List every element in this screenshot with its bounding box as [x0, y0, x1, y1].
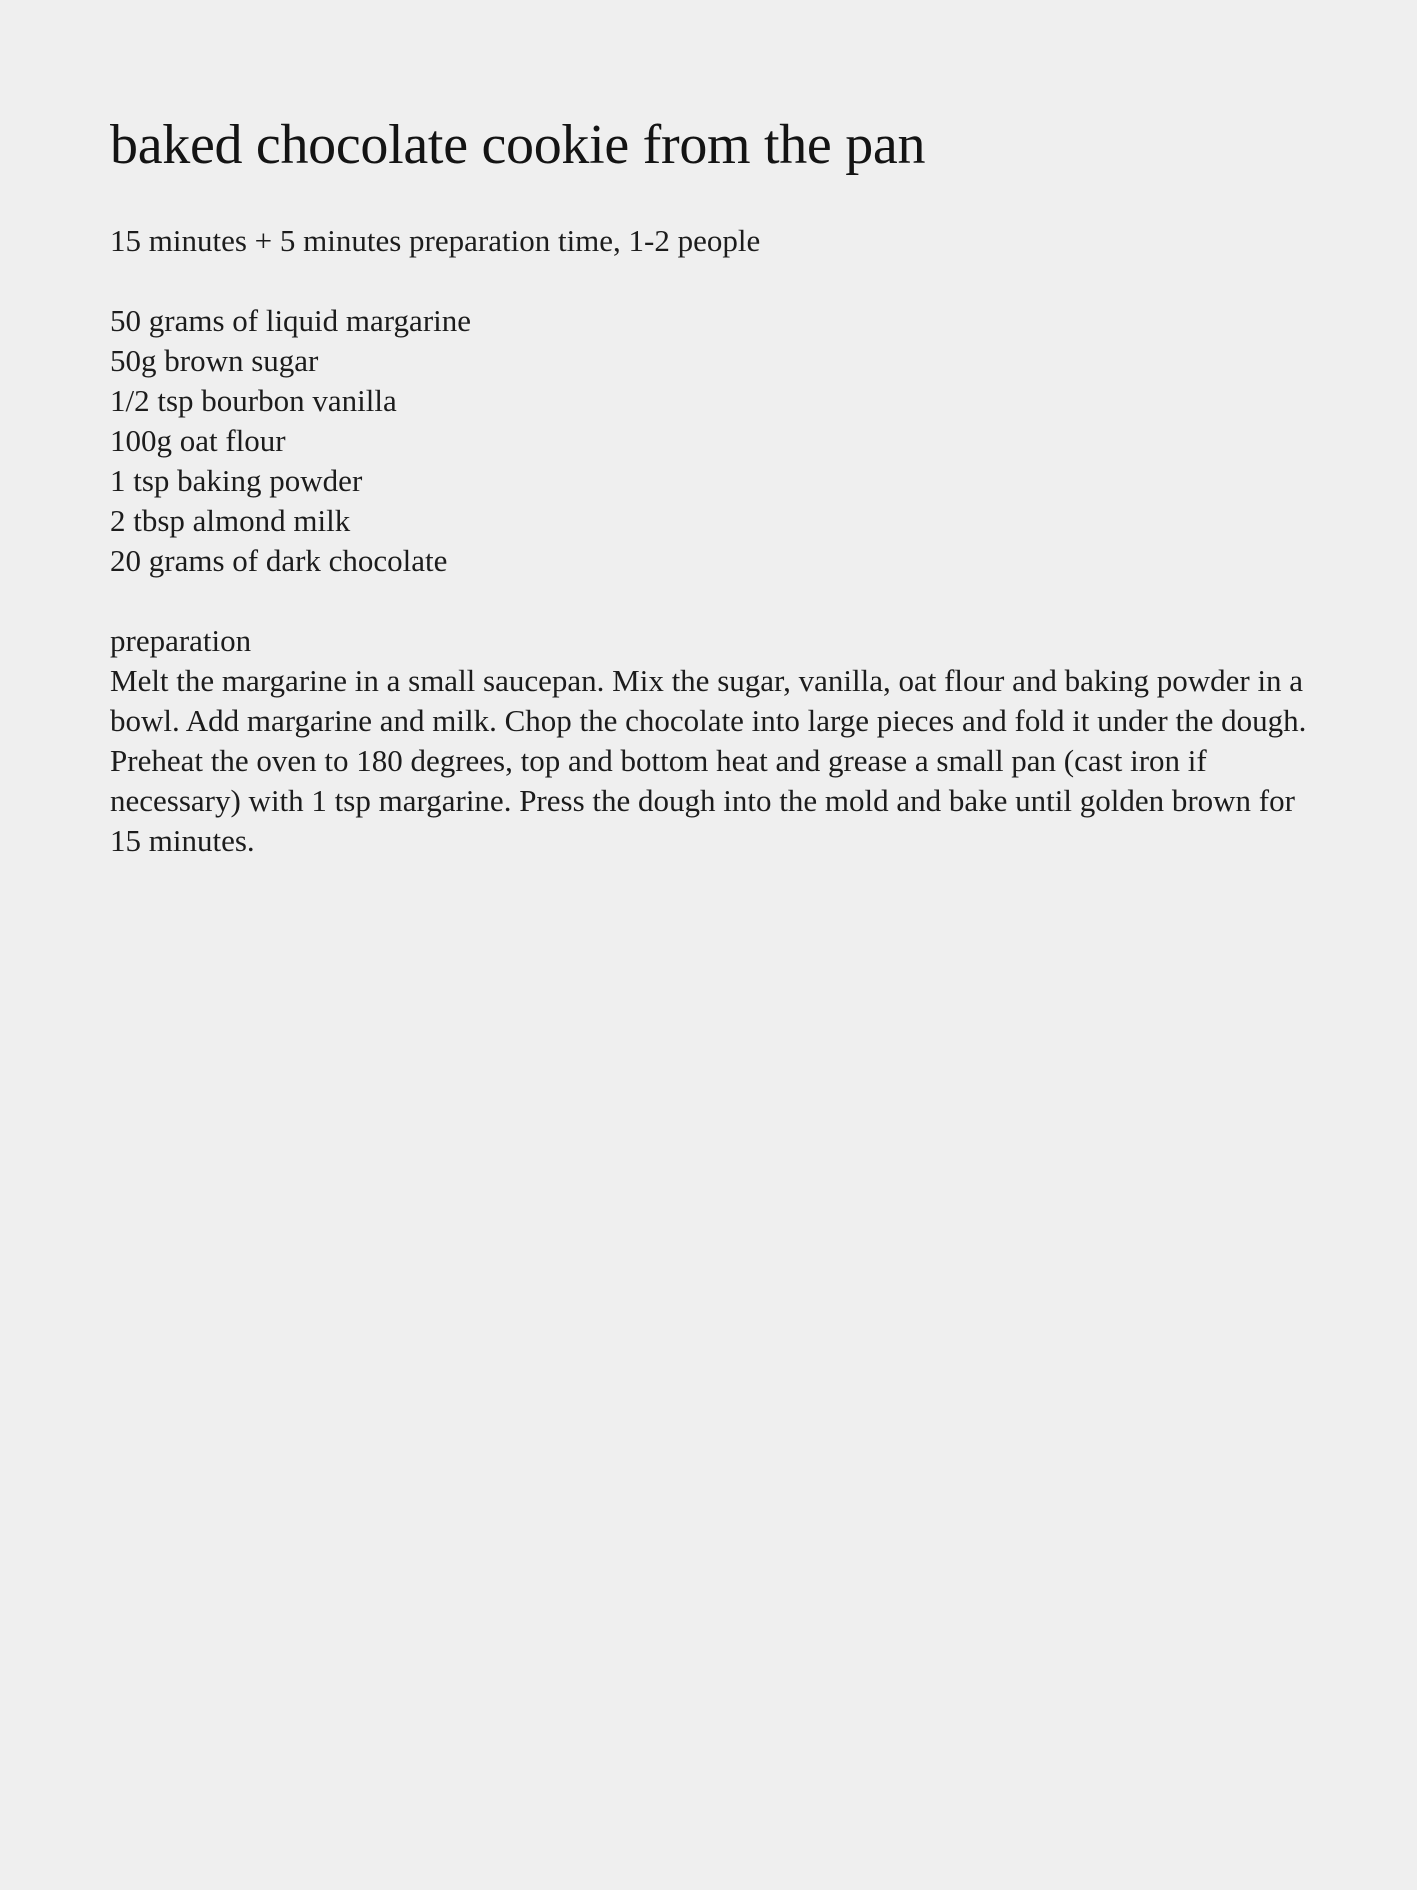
ingredient-item: 50g brown sugar [110, 343, 319, 378]
recipe-title: baked chocolate cookie from the pan [110, 114, 926, 176]
ingredient-list [110, 301, 1317, 581]
ingredient-item: 50 grams of liquid margarine [110, 303, 472, 338]
ingredient-item: 1 tsp baking powder [110, 463, 363, 498]
ingredient-item: 2 tbsp almond milk [110, 503, 351, 538]
ingredient-item: 1/2 tsp bourbon vanilla [110, 383, 397, 418]
ingredient-item: 100g oat flour [110, 423, 286, 458]
ingredient-item: 20 grams of dark chocolate [110, 543, 448, 578]
preparation-heading: preparation [110, 623, 252, 658]
recipe-meta: 15 minutes + 5 minutes preparation time, 1-2 people [110, 223, 761, 258]
preparation-text: Melt the margarine in a small saucepan. Mix the sugar, vanilla, oat flour and baking powder in a bowl. Add margarine and milk. Chop the chocolate into large pieces and fold it under the dough. Preheat the oven to 180 degrees, top and bottom heat and grease a small pan (cast iron if necessary) with 1 tsp margarine. Press the dough into the mold and bake until golden brown for 15 minutes. [110, 663, 1307, 858]
